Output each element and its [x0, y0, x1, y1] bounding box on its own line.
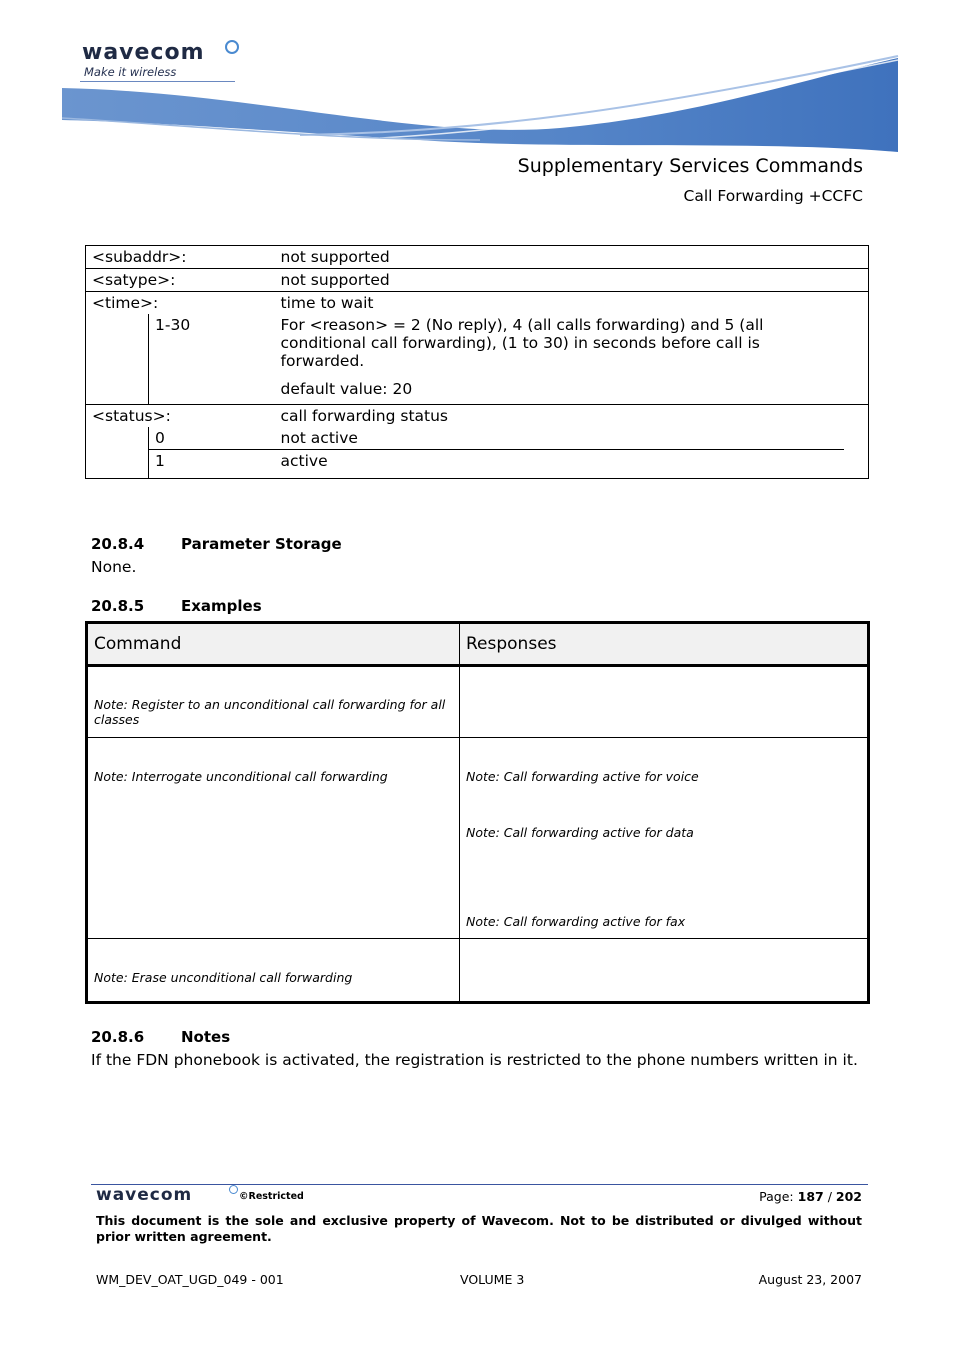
section-number: 20.8.4 [91, 535, 145, 553]
example-row [87, 666, 869, 738]
param-value-description: not active [275, 427, 844, 450]
param-value: 0 [149, 427, 275, 450]
section-title: Examples [181, 597, 262, 615]
command-note: Note: Erase unconditional call forwarding [94, 970, 353, 985]
footer-rule [91, 1184, 868, 1185]
command-note: Note: Register to an unconditional call forwarding for all classes [94, 697, 446, 727]
param-row-satype [86, 269, 869, 292]
param-default-row [86, 372, 869, 405]
param-value: 1 [155, 452, 165, 470]
param-description: not supported [280, 271, 390, 289]
param-value: 1-30 [155, 316, 191, 334]
section-heading-examples [91, 597, 262, 615]
response-cell [460, 939, 869, 1003]
storage-text: None. [91, 558, 137, 576]
page-label: Page: [759, 1189, 794, 1204]
response-cell [460, 738, 869, 939]
example-row [87, 738, 869, 939]
header-banner [0, 0, 954, 160]
param-description: time to wait [280, 294, 374, 312]
section-title: Parameter Storage [181, 535, 342, 553]
section-number: 20.8.6 [91, 1028, 145, 1046]
param-value-description: active [280, 452, 328, 470]
section-heading-notes [91, 1028, 230, 1046]
footer-wavecom-logo: wavecom [96, 1185, 193, 1205]
logo-swirl-icon [225, 40, 239, 54]
command-cell [87, 666, 460, 738]
param-default: default value: 20 [280, 380, 413, 398]
parameters-table [85, 245, 869, 479]
logo-underline [80, 81, 235, 82]
page-separator: / [827, 1189, 832, 1204]
footer-volume: VOLUME 3 [460, 1272, 525, 1287]
param-name: <satype>: [92, 271, 176, 289]
examples-header-row [87, 623, 869, 666]
param-value-row [86, 450, 869, 479]
param-description: call forwarding status [280, 407, 449, 425]
param-name: <time>: [92, 294, 159, 312]
param-name: <subaddr>: [92, 248, 187, 266]
section-title: Notes [181, 1028, 231, 1046]
param-value-row [86, 427, 869, 450]
param-name: <status>: [92, 407, 171, 425]
footer-disclaimer: This document is the sole and exclusive property of Wavecom. Not to be distributed or divulged without prior written agreement. [96, 1213, 862, 1244]
param-description: not supported [280, 248, 390, 266]
param-value-row [86, 314, 869, 372]
footer-logo-swirl-icon [229, 1185, 238, 1194]
wavecom-logo: wavecom [82, 40, 205, 65]
examples-table [85, 621, 870, 1004]
command-note: Note: Interrogate unconditional call forwarding [94, 769, 388, 784]
param-value-description: For <reason> = 2 (No reply), 4 (all calls forwarding) and 5 (all conditional call forwarding), (1 to 30) in seconds before call is forwarded. [280, 316, 764, 370]
footer-doc-id: WM_DEV_OAT_UGD_049 - 001 [96, 1272, 284, 1287]
param-row-subaddr [86, 246, 869, 269]
command-cell [87, 939, 460, 1003]
section-number: 20.8.5 [91, 597, 145, 615]
section-heading-storage [91, 535, 342, 553]
param-row-status [86, 405, 869, 428]
response-note: Note: Call forwarding active for fax [466, 914, 686, 929]
command-cell [87, 738, 460, 939]
footer-restricted: ©Restricted [239, 1191, 304, 1202]
logo-tagline: Make it wireless [84, 65, 177, 79]
page-number [759, 1189, 862, 1204]
page-current: 187 [797, 1189, 824, 1204]
page-header-title: Supplementary Services Commands [517, 155, 863, 177]
response-note: Note: Call forwarding active for voice [466, 769, 699, 784]
param-row-time [86, 292, 869, 315]
response-cell [460, 666, 869, 738]
column-header-command: Command [87, 623, 460, 666]
notes-text: If the FDN phonebook is activated, the registration is restricted to the phone numbers written in it. [91, 1051, 858, 1069]
response-note: Note: Call forwarding active for data [466, 825, 694, 840]
example-row [87, 939, 869, 1003]
footer-date: August 23, 2007 [758, 1272, 862, 1287]
page-header-subtitle: Call Forwarding +CCFC [683, 187, 863, 205]
column-header-responses: Responses [460, 623, 869, 666]
page-total: 202 [835, 1189, 862, 1204]
